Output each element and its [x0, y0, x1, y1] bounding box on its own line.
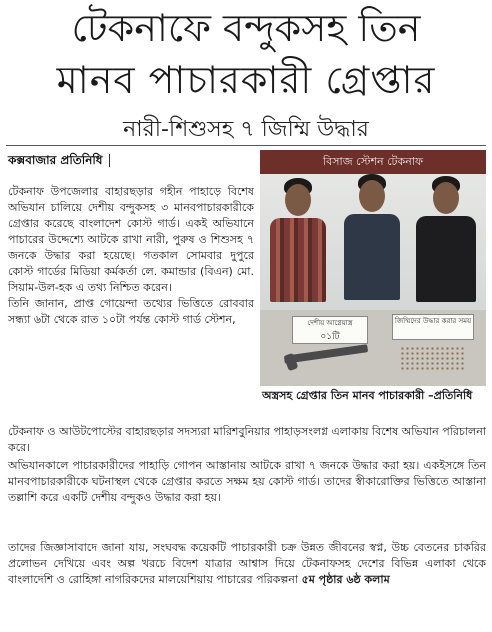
- photo-caption: অস্ত্রসহ গ্রেপ্তার তিন মানব পাচারকারী –প্রতিনিধি: [262, 389, 473, 402]
- seized-ammunition: [400, 346, 464, 372]
- byline-bar: [109, 154, 110, 167]
- weapon-sign: [292, 316, 368, 344]
- paragraph-4: তাদের জিজ্ঞাসাবাদে জানা যায়, সংঘবদ্ধ কয়েকটি পাচারকারী চক্র উন্নত জীবনের স্বপ্ন, উচ্চ বেতনের চাকরির প্রলোভন দেখিয়ে এবং অল্প খরচে বিদেশ যাত্রার আশ্বাস দিয়ে টেকনাফসহ দেশের বিভিন্ন এলাকা থেকে বাংলাদেশি ও রোহিঙ্গা নাগরিকদের মালয়েশিয়ায় পাচারের পরিকল্পনা: [8, 541, 486, 586]
- detainee-middle: [338, 174, 404, 318]
- weapon-sign-count: ০১টি: [320, 332, 340, 342]
- paragraph-3-block: [8, 458, 486, 506]
- byline: [8, 152, 110, 172]
- paragraph-2-continued: [8, 424, 486, 456]
- detainee-right: [412, 176, 478, 318]
- byline-text: কক্সবাজার প্রতিনিধি: [8, 153, 103, 167]
- headline: [0, 2, 492, 106]
- headline-line-2: মানব পাচারকারী গ্রেপ্তার: [56, 58, 436, 102]
- paragraph-2-end: টেকনাফ ও আউটপোস্টের বাহারছড়ার সদস্যরা মারিশবুনিয়ার পাহাড়সংলগ্ন এলাকায় বিশেষ অভিযান পরিচালনা করে।: [8, 425, 486, 454]
- rescue-sign: [392, 314, 474, 340]
- photo-banner: বিসাজ স্টেশন টেকনাফ: [260, 150, 486, 174]
- paragraph-2-start: তিনি জানান, প্রাপ্ত গোয়েন্দা তথ্যের ভিত্তিতে রোববার সন্ধ্যা ৬টা থেকে রাত ১০টা পর্যন্ত কোস্ট গার্ড স্টেশন,: [8, 297, 254, 326]
- divider: [6, 145, 486, 146]
- subheadline: নারী-শিশুসহ ৭ জিম্মি উদ্ধার: [123, 117, 369, 142]
- paragraph-4-block: [8, 540, 486, 588]
- rescue-sign-label: জিম্মিদের উদ্ধার করার সময়: [394, 317, 472, 325]
- paragraph-1: টেকনাফ উপজেলার বাহারছড়ার গহীন পাহাড়ে বিশেষ অভিযান চালিয়ে দেশীয় বন্দুকসহ ৩ মানবপাচারকারীকে গ্রেপ্তার করেছে বাংলাদেশ কোস্ট গার্ড। একই অভিযানে পাচারের উদ্দেশ্যে আটকে রাখা নারী, পুরুষ ও শিশুসহ ৭ জনকে উদ্ধার করা হয়েছে। গতকাল সোমবার দুপুরে কোস্ট গার্ডের মিডিয়া কর্মকর্তা লে. কমান্ডার (বিএন) মো. সিয়াম-উল-হক এ তথ্য নিশ্চিত করেন।: [8, 185, 254, 294]
- article-column: [8, 184, 254, 328]
- continuation-note[interactable]: ৫ম পৃষ্ঠার ৬ষ্ঠ কলাম: [301, 573, 390, 586]
- article-photo: [260, 150, 486, 386]
- weapon-sign-label: দেশীয় আগ্নেয়াস্ত্র: [307, 319, 353, 327]
- headline-line-1: টেকনাফে বন্দুকসহ তিন: [71, 6, 421, 50]
- paragraph-3: অভিযানকালে পাচারকারীদের পাহাড়ি গোপন আস্তানায় আটকে রাখা ৭ জনকে উদ্ধার করা হয়। একইসঙ্গে তিন মানবপাচারকারীকে ঘটনাস্থল থেকে গ্রেপ্তার করতে সক্ষম হয় কোস্ট গার্ড। তাদের স্বীকারোক্তির ভিত্তিতে আস্তানা তল্লাশি করে একটি দেশীয় বন্দুকও উদ্ধার করা হয়।: [8, 459, 486, 504]
- detainee-left: [266, 178, 328, 318]
